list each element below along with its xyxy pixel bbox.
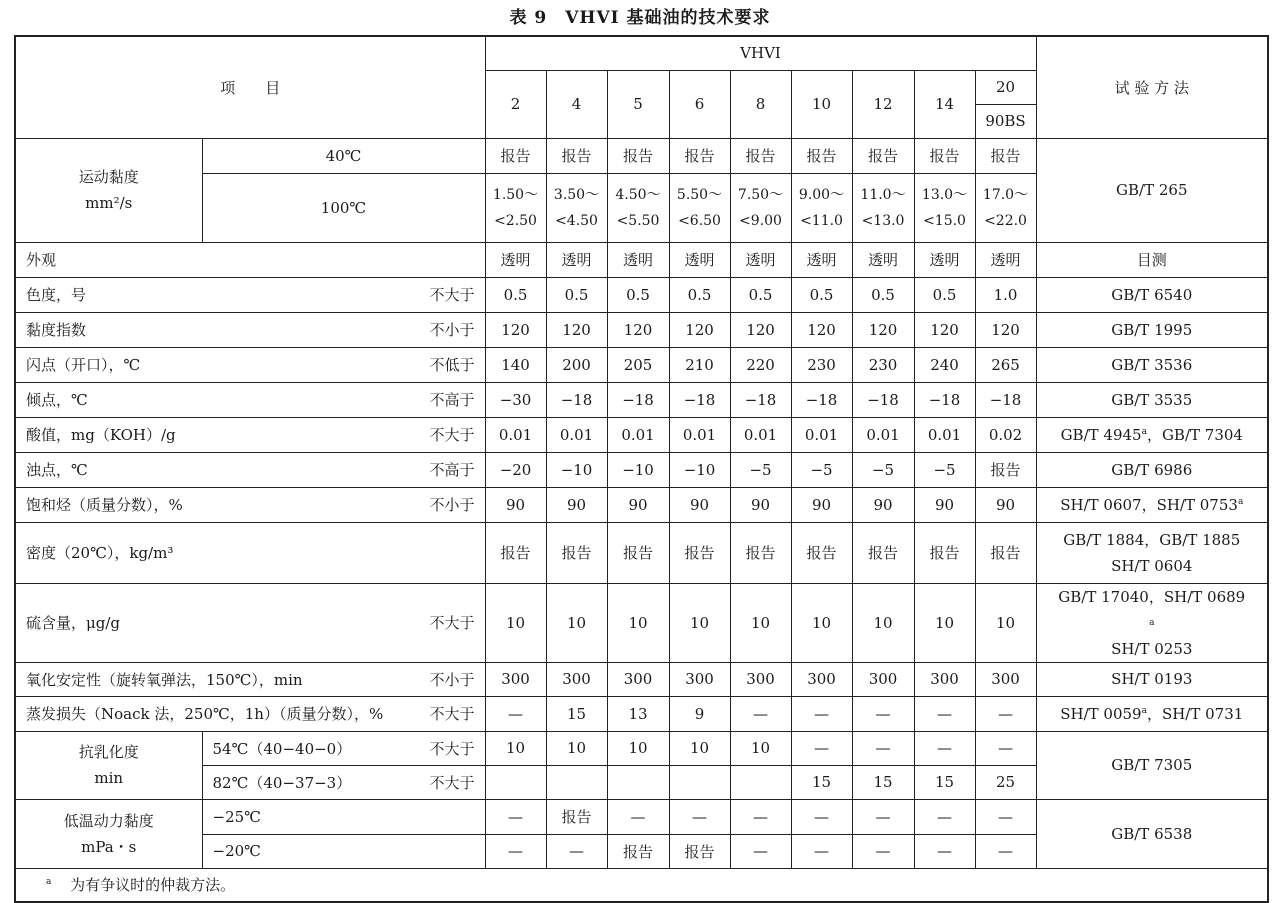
range-cell — [791, 173, 852, 242]
value-cell: 90 — [546, 487, 607, 522]
method-sup: a — [1141, 706, 1147, 716]
range-high: <15.0 — [923, 212, 966, 229]
value-cell: 0.5 — [914, 277, 975, 312]
method-line2: SH/T 0604 — [1111, 556, 1193, 575]
value-cell: −10 — [669, 452, 730, 487]
value-cell: 10 — [546, 583, 607, 662]
noack-label: 蒸发损失（Noack 法，250℃，1h）（质量分数），% — [15, 696, 417, 731]
method-line1-text: GB/T 17040，SH/T 0689 — [1058, 587, 1246, 606]
value-cell: 10 — [607, 731, 669, 765]
viscosity-label — [15, 138, 202, 242]
table-title: 表 9 VHVI 基础油的技术要求 — [509, 8, 771, 28]
spec-table — [14, 35, 1269, 903]
range-low: 3.50～ — [553, 186, 600, 203]
value-cell: 0.5 — [485, 277, 546, 312]
property-limit: 不大于 — [417, 277, 485, 312]
demulsibility-54-row — [15, 731, 1268, 765]
value-cell: 0.5 — [730, 277, 791, 312]
value-cell: 0.01 — [669, 417, 730, 452]
value-cell — [546, 765, 607, 799]
property-limit: 不小于 — [417, 312, 485, 347]
value-cell: 265 — [975, 347, 1036, 382]
range-high: <4.50 — [555, 212, 598, 229]
value-cell: — — [914, 731, 975, 765]
method-text: GB/T 4945 — [1060, 426, 1142, 444]
spec-table-body — [15, 36, 1268, 242]
method-cell — [1036, 312, 1268, 347]
property-limit: 不高于 — [417, 382, 485, 417]
value-cell: 120 — [852, 312, 914, 347]
property-row — [15, 417, 1268, 452]
value-cell: 报告 — [546, 522, 607, 583]
method-cell — [1036, 242, 1268, 277]
value-cell: — — [791, 799, 852, 834]
grade-header: 12 — [852, 70, 914, 138]
value-cell: 10 — [791, 583, 852, 662]
viscosity-100-temp: 100℃ — [202, 173, 485, 242]
demulsibility-method: GB/T 7305 — [1036, 731, 1268, 799]
value-cell: 0.02 — [975, 417, 1036, 452]
value-cell: — — [975, 731, 1036, 765]
value-cell: 透明 — [730, 242, 791, 277]
method-cell — [1036, 696, 1268, 731]
value-cell: 10 — [669, 731, 730, 765]
value-cell: 透明 — [607, 242, 669, 277]
value-cell: 15 — [852, 765, 914, 799]
value-cell: 120 — [669, 312, 730, 347]
sulfur-row — [15, 583, 1268, 662]
value-cell: 15 — [791, 765, 852, 799]
property-label: 倾点，℃ — [15, 382, 417, 417]
value-cell: — — [791, 696, 852, 731]
method-cell — [1036, 583, 1268, 662]
range-low: 7.50～ — [737, 186, 784, 203]
value-cell: — — [914, 834, 975, 868]
value-cell: 报告 — [975, 138, 1036, 173]
value-cell: 10 — [730, 583, 791, 662]
value-cell: −20 — [485, 452, 546, 487]
cca-name: 低温动力黏度 — [63, 811, 154, 830]
property-row — [15, 347, 1268, 382]
grade-header: 4 — [546, 70, 607, 138]
header-method: 试 验 方 法 — [1036, 36, 1268, 138]
value-cell: 240 — [914, 347, 975, 382]
viscosity-40-temp: 40℃ — [202, 138, 485, 173]
value-cell: 25 — [975, 765, 1036, 799]
cca-label — [15, 799, 202, 868]
property-row — [15, 242, 1268, 277]
value-cell: 300 — [669, 662, 730, 696]
demulsibility-82-cond: 82℃（40−37−3） — [202, 765, 417, 799]
property-row — [15, 487, 1268, 522]
value-cell: 300 — [730, 662, 791, 696]
value-cell — [669, 765, 730, 799]
viscosity-method: GB/T 265 — [1036, 138, 1268, 242]
value-cell: 透明 — [914, 242, 975, 277]
value-cell: 10 — [546, 731, 607, 765]
value-cell: 报告 — [975, 522, 1036, 583]
value-cell: 200 — [546, 347, 607, 382]
grade-header-last-bottom: 90BS — [975, 104, 1036, 138]
value-cell: −5 — [730, 452, 791, 487]
sulfur-label: 硫含量，μg/g — [15, 583, 417, 662]
value-cell: 0.01 — [791, 417, 852, 452]
method-cell: SH/T 0193 — [1036, 662, 1268, 696]
property-row — [15, 382, 1268, 417]
property-label: 浊点，℃ — [15, 452, 417, 487]
grade-header: 2 — [485, 70, 546, 138]
value-cell: 90 — [852, 487, 914, 522]
range-cell — [852, 173, 914, 242]
value-cell: −30 — [485, 382, 546, 417]
method-sup: a — [1237, 497, 1244, 507]
range-high: <22.0 — [984, 212, 1027, 229]
cca-unit: mPa・s — [81, 837, 137, 856]
method-text: SH/T 0059 — [1060, 705, 1142, 723]
value-cell: 90 — [607, 487, 669, 522]
value-cell: 120 — [975, 312, 1036, 347]
value-cell: — — [975, 696, 1036, 731]
range-high: <13.0 — [861, 212, 905, 229]
value-cell: −18 — [669, 382, 730, 417]
value-cell: 90 — [669, 487, 730, 522]
grade-header: 6 — [669, 70, 730, 138]
density-row — [15, 522, 1268, 583]
value-cell: −18 — [607, 382, 669, 417]
range-high: <11.0 — [800, 212, 843, 229]
spec-table-rest — [15, 522, 1268, 902]
value-cell: — — [852, 799, 914, 834]
value-cell: 120 — [485, 312, 546, 347]
value-cell: 0.01 — [485, 417, 546, 452]
value-cell: 透明 — [975, 242, 1036, 277]
value-cell: — — [485, 696, 546, 731]
value-cell: 10 — [485, 583, 546, 662]
value-cell: — — [730, 834, 791, 868]
sulfur-limit: 不大于 — [417, 583, 485, 662]
value-cell: 0.5 — [852, 277, 914, 312]
method-line1-text: GB/T 1884，GB/T 1885 — [1063, 530, 1241, 549]
noack-row — [15, 696, 1268, 731]
noack-limit: 不大于 — [417, 696, 485, 731]
value-cell: 120 — [791, 312, 852, 347]
value-cell: −18 — [914, 382, 975, 417]
value-cell: 90 — [914, 487, 975, 522]
value-cell: 230 — [852, 347, 914, 382]
value-cell: 90 — [791, 487, 852, 522]
value-cell: — — [791, 834, 852, 868]
range-cell — [485, 173, 546, 242]
value-cell: — — [914, 799, 975, 834]
range-cell — [607, 173, 669, 242]
value-cell: 0.01 — [730, 417, 791, 452]
method-cell — [1036, 347, 1268, 382]
value-cell: 0.5 — [791, 277, 852, 312]
property-label: 外观 — [15, 242, 417, 277]
value-cell — [730, 765, 791, 799]
demulsibility-unit: min — [94, 769, 124, 787]
value-cell: 90 — [485, 487, 546, 522]
value-cell: 报告 — [852, 138, 914, 173]
value-cell: 0.5 — [546, 277, 607, 312]
method-text: GB/T 3536 — [1111, 355, 1193, 374]
method-cell — [1036, 522, 1268, 583]
method-line1 — [1040, 584, 1265, 636]
method-tail: ，SH/T 0731 — [1146, 705, 1244, 723]
value-cell: — — [485, 834, 546, 868]
value-cell: −18 — [975, 382, 1036, 417]
value-cell: 报告 — [485, 522, 546, 583]
range-high: <9.00 — [739, 212, 782, 229]
value-cell: −18 — [852, 382, 914, 417]
value-cell: 10 — [852, 583, 914, 662]
value-cell: 0.01 — [914, 417, 975, 452]
method-line2: SH/T 0253 — [1111, 639, 1193, 658]
value-cell: 9 — [669, 696, 730, 731]
property-limit: 不低于 — [417, 347, 485, 382]
value-cell: 透明 — [791, 242, 852, 277]
grade-header: 8 — [730, 70, 791, 138]
property-limit: 不高于 — [417, 452, 485, 487]
range-low: 1.50～ — [492, 186, 539, 203]
property-row — [15, 312, 1268, 347]
method-text: GB/T 6540 — [1111, 285, 1193, 304]
method-line1 — [1040, 527, 1265, 553]
value-cell: — — [852, 834, 914, 868]
simple-rows — [15, 242, 1268, 522]
value-cell: 300 — [607, 662, 669, 696]
value-cell: 120 — [546, 312, 607, 347]
value-cell: — — [546, 834, 607, 868]
oxidation-row — [15, 662, 1268, 696]
method-text: GB/T 1995 — [1111, 320, 1193, 339]
value-cell: 透明 — [852, 242, 914, 277]
demulsibility-54-limit: 不大于 — [417, 731, 485, 765]
value-cell: 120 — [730, 312, 791, 347]
value-cell: 140 — [485, 347, 546, 382]
value-cell: 210 — [669, 347, 730, 382]
property-label: 闪点（开口），℃ — [15, 347, 417, 382]
range-low: 13.0～ — [921, 186, 968, 203]
value-cell: 报告 — [669, 834, 730, 868]
grade-header-last-top: 20 — [975, 70, 1036, 104]
range-high: <2.50 — [494, 212, 537, 229]
range-low: 5.50～ — [676, 186, 723, 203]
value-cell: 报告 — [669, 138, 730, 173]
value-cell: — — [730, 799, 791, 834]
oxidation-label: 氧化安定性（旋转氧弹法，150℃），min — [15, 662, 417, 696]
range-low: 11.0～ — [860, 186, 906, 203]
value-cell: 120 — [914, 312, 975, 347]
oxidation-limit: 不小于 — [417, 662, 485, 696]
value-cell: 报告 — [669, 522, 730, 583]
viscosity-unit: mm²/s — [85, 194, 133, 212]
value-cell: 10 — [485, 731, 546, 765]
value-cell — [607, 765, 669, 799]
header-vhvi: VHVI — [485, 36, 1036, 70]
property-limit — [417, 242, 485, 277]
method-text: SH/T 0607，SH/T 0753 — [1060, 496, 1238, 514]
footnote-text: 为有争议时的仲裁方法。 — [70, 876, 236, 895]
value-cell: 0.5 — [669, 277, 730, 312]
value-cell: −5 — [914, 452, 975, 487]
value-cell: — — [852, 696, 914, 731]
grade-header: 5 — [607, 70, 669, 138]
grade-header: 14 — [914, 70, 975, 138]
range-low: 17.0～ — [982, 186, 1029, 203]
value-cell: 0.01 — [546, 417, 607, 452]
value-cell: 300 — [485, 662, 546, 696]
range-high: <5.50 — [616, 212, 660, 229]
property-label: 色度，号 — [15, 277, 417, 312]
value-cell: 300 — [852, 662, 914, 696]
method-text: GB/T 3535 — [1111, 390, 1193, 409]
value-cell: 10 — [975, 583, 1036, 662]
property-label: 酸值，mg（KOH）/g — [15, 417, 417, 452]
value-cell: 报告 — [791, 138, 852, 173]
value-cell: 透明 — [546, 242, 607, 277]
demulsibility-label — [15, 731, 202, 799]
value-cell: 90 — [975, 487, 1036, 522]
cca-25-row — [15, 799, 1268, 834]
value-cell: 0.01 — [852, 417, 914, 452]
value-cell: 报告 — [546, 138, 607, 173]
range-low: 4.50～ — [615, 186, 661, 203]
value-cell: 报告 — [546, 799, 607, 834]
value-cell: 报告 — [607, 138, 669, 173]
value-cell: 报告 — [852, 522, 914, 583]
property-row — [15, 452, 1268, 487]
cca-method: GB/T 6538 — [1036, 799, 1268, 868]
range-cell — [669, 173, 730, 242]
value-cell: 报告 — [975, 452, 1036, 487]
viscosity-40-row — [15, 138, 1268, 173]
method-text: GB/T 6986 — [1111, 460, 1193, 479]
value-cell: 0.5 — [607, 277, 669, 312]
header-item: 项 目 — [15, 36, 485, 138]
value-cell: 报告 — [730, 138, 791, 173]
method-cell — [1036, 382, 1268, 417]
value-cell: −10 — [607, 452, 669, 487]
value-cell: 13 — [607, 696, 669, 731]
value-cell: 透明 — [669, 242, 730, 277]
property-limit: 不小于 — [417, 487, 485, 522]
cca-25-temp: −25℃ — [202, 799, 485, 834]
value-cell: 10 — [914, 583, 975, 662]
value-cell: — — [485, 799, 546, 834]
demulsibility-82-limit: 不大于 — [417, 765, 485, 799]
value-cell: 10 — [730, 731, 791, 765]
demulsibility-name: 抗乳化度 — [78, 743, 139, 761]
value-cell: −18 — [546, 382, 607, 417]
value-cell: 220 — [730, 347, 791, 382]
value-cell: −5 — [852, 452, 914, 487]
method-cell — [1036, 417, 1268, 452]
value-cell: — — [852, 731, 914, 765]
footnote-mark: a — [46, 877, 52, 888]
value-cell: — — [975, 834, 1036, 868]
method-tail: ，GB/T 7304 — [1146, 426, 1243, 444]
range-cell — [914, 173, 975, 242]
value-cell: 报告 — [607, 522, 669, 583]
value-cell: 报告 — [914, 138, 975, 173]
method-sup: a — [1141, 427, 1147, 437]
density-label: 密度（20℃），kg/m³ — [15, 522, 485, 583]
value-cell: 15 — [546, 696, 607, 731]
method-cell — [1036, 277, 1268, 312]
value-cell: 300 — [546, 662, 607, 696]
method-text: 目测 — [1136, 251, 1167, 269]
value-cell: 0.01 — [607, 417, 669, 452]
value-cell: — — [791, 731, 852, 765]
value-cell: −10 — [546, 452, 607, 487]
viscosity-name: 运动黏度 — [78, 168, 139, 186]
property-label: 黏度指数 — [15, 312, 417, 347]
value-cell: — — [730, 696, 791, 731]
value-cell: 15 — [914, 765, 975, 799]
value-cell: 90 — [730, 487, 791, 522]
grade-header: 10 — [791, 70, 852, 138]
property-row — [15, 277, 1268, 312]
value-cell: 报告 — [485, 138, 546, 173]
method-sup: a — [1149, 617, 1155, 628]
method-cell — [1036, 487, 1268, 522]
value-cell: — — [607, 799, 669, 834]
cca-20-temp: −20℃ — [202, 834, 485, 868]
value-cell: 300 — [975, 662, 1036, 696]
value-cell: 205 — [607, 347, 669, 382]
property-label: 饱和烃（质量分数），% — [15, 487, 417, 522]
value-cell: — — [669, 799, 730, 834]
value-cell: 300 — [791, 662, 852, 696]
value-cell: 报告 — [791, 522, 852, 583]
demulsibility-54-cond: 54℃（40−40−0） — [202, 731, 417, 765]
value-cell: −5 — [791, 452, 852, 487]
value-cell: — — [975, 799, 1036, 834]
value-cell: 10 — [607, 583, 669, 662]
range-cell — [730, 173, 791, 242]
value-cell: — — [914, 696, 975, 731]
range-low: 9.00～ — [798, 186, 845, 203]
value-cell: 透明 — [485, 242, 546, 277]
range-cell — [975, 173, 1036, 242]
property-limit: 不大于 — [417, 417, 485, 452]
value-cell: 300 — [914, 662, 975, 696]
value-cell — [485, 765, 546, 799]
value-cell: −18 — [730, 382, 791, 417]
range-high: <6.50 — [678, 212, 721, 229]
method-cell — [1036, 452, 1268, 487]
value-cell: 230 — [791, 347, 852, 382]
value-cell: −18 — [791, 382, 852, 417]
value-cell: 报告 — [607, 834, 669, 868]
value-cell: 120 — [607, 312, 669, 347]
range-cell — [546, 173, 607, 242]
value-cell: 报告 — [914, 522, 975, 583]
value-cell: 1.0 — [975, 277, 1036, 312]
value-cell: 10 — [669, 583, 730, 662]
value-cell: 报告 — [730, 522, 791, 583]
